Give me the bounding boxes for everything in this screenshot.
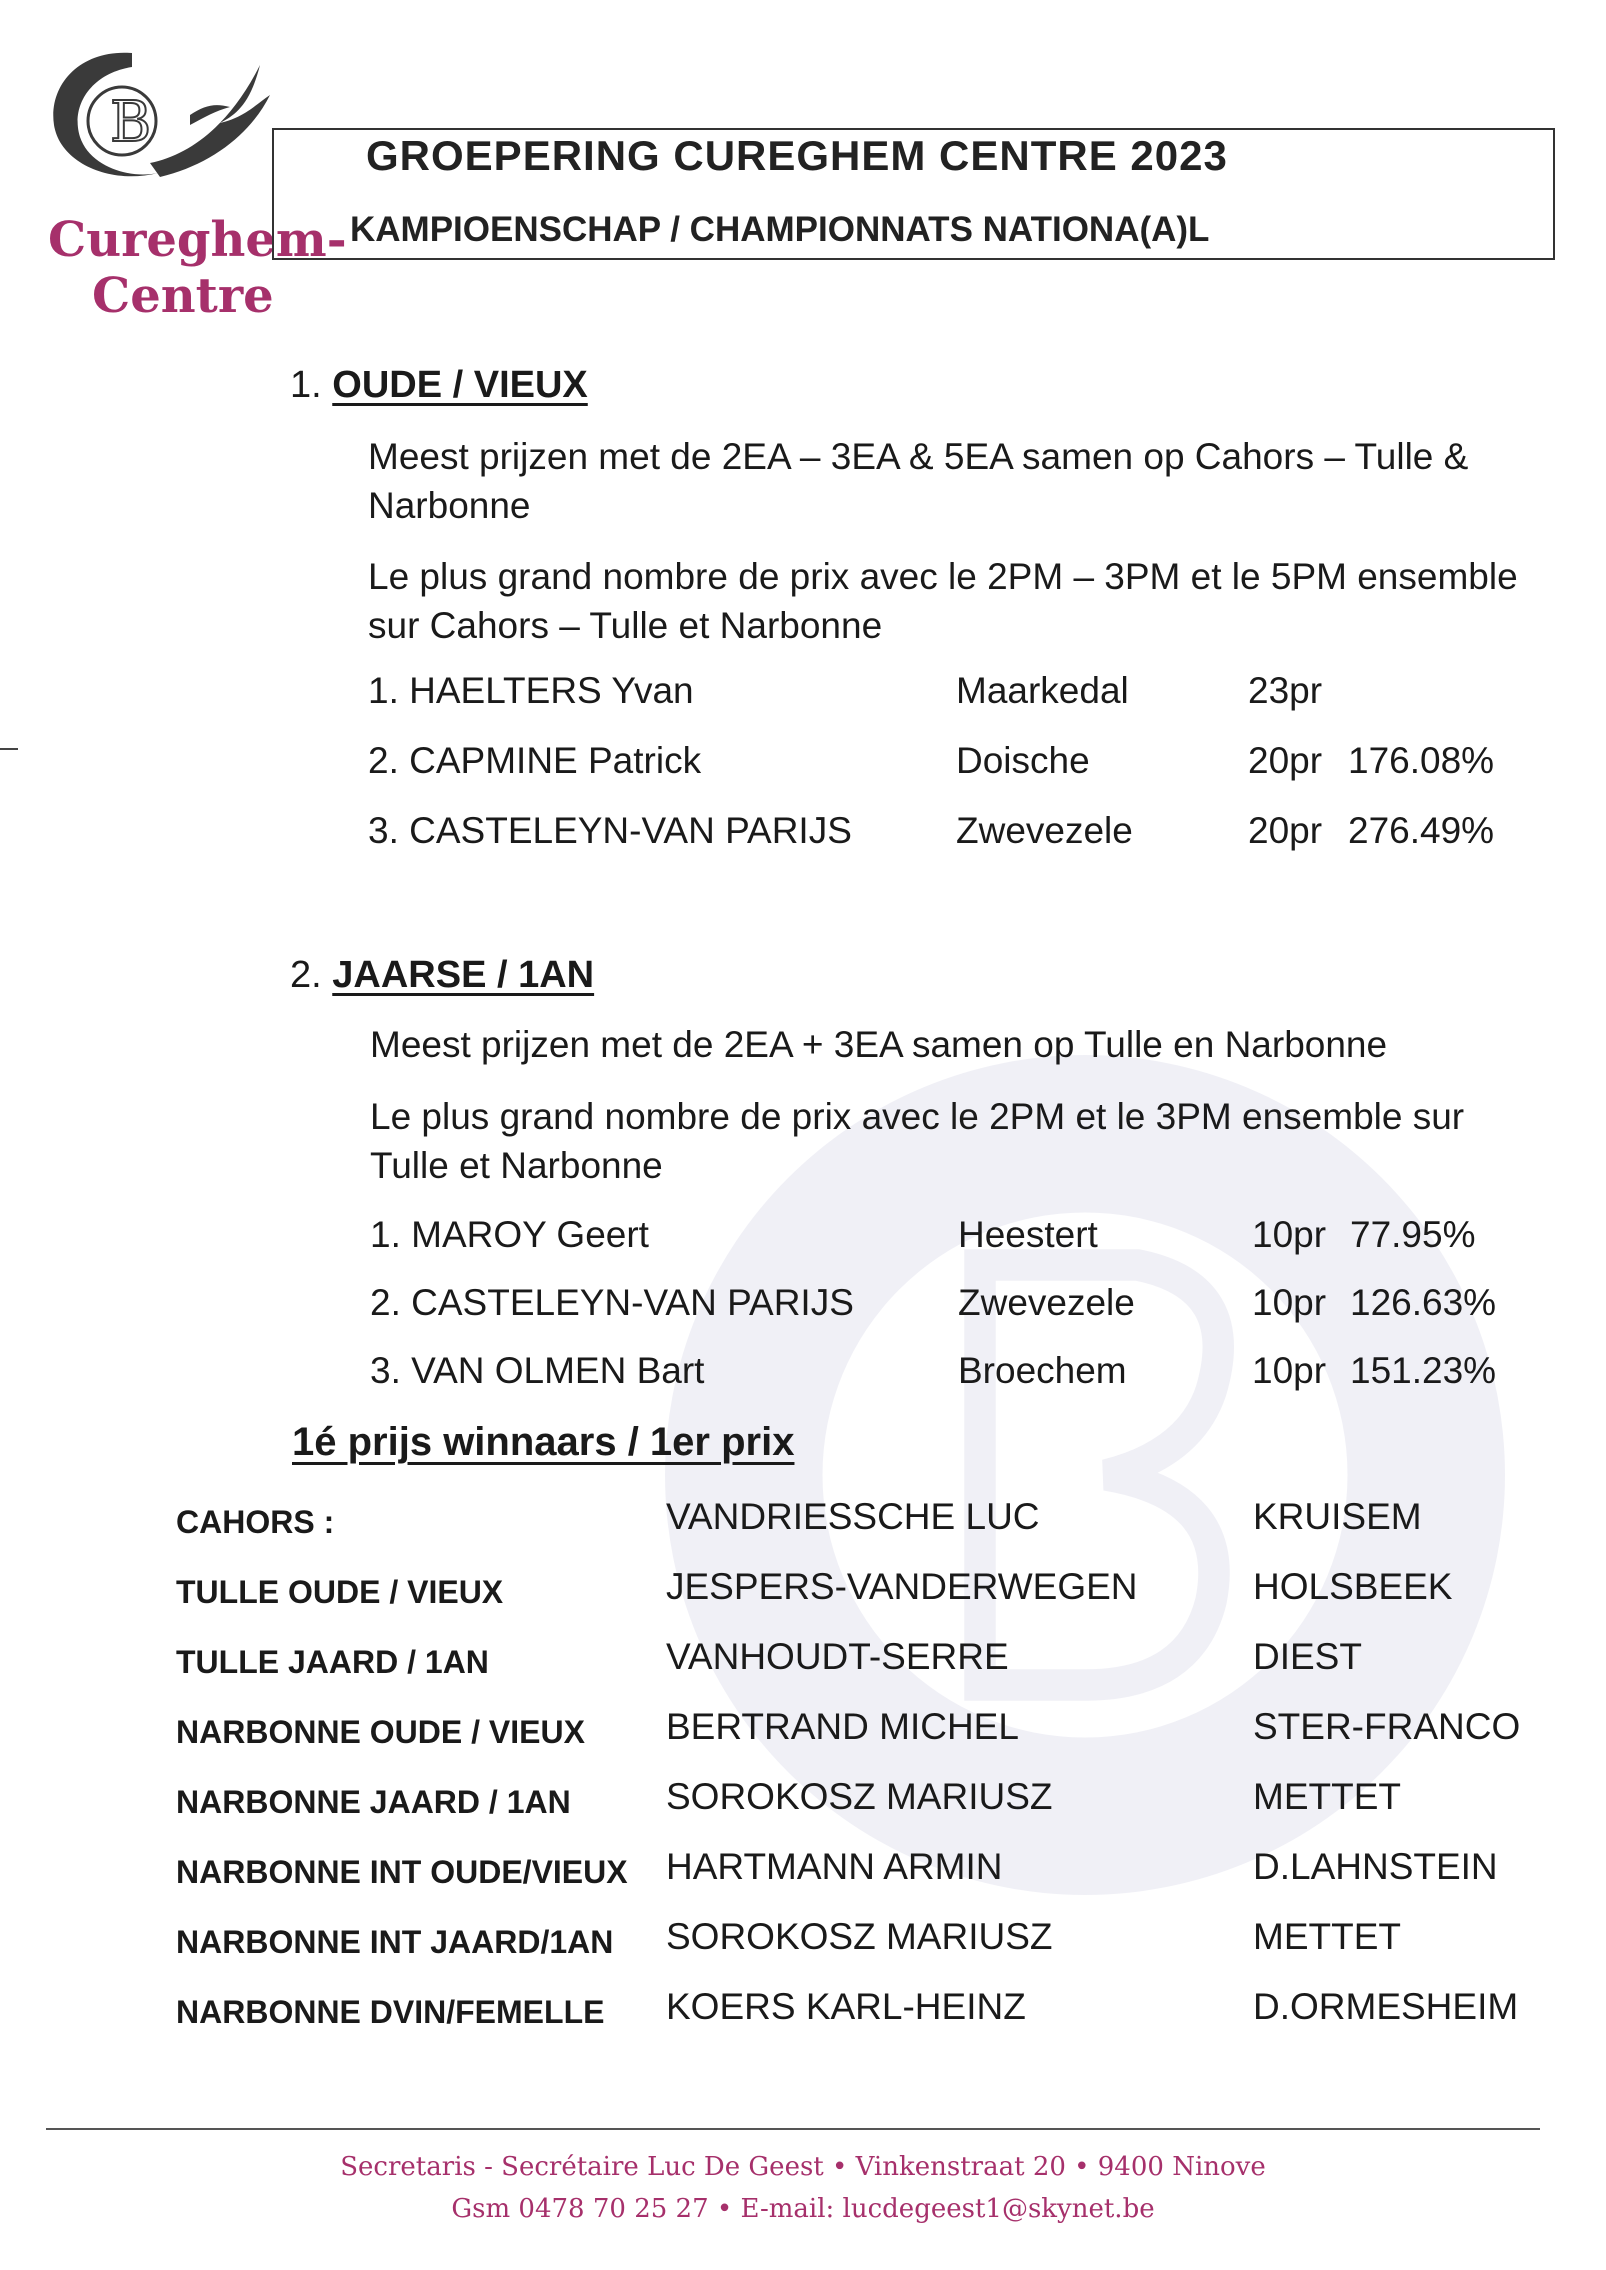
row-percentage: 276.49% bbox=[1348, 810, 1495, 851]
section2-title: JAARSE / 1AN bbox=[332, 954, 595, 996]
footer-address: Secretaris - Secrétaire Luc De Geest • Vinkenstraat 20 • 9400 Ninove bbox=[340, 2152, 1266, 2182]
section1-para-nl: Meest prijzen met de 2EA – 3EA & 5EA samen op Cahors – Tulle & Narbonne bbox=[368, 436, 1469, 526]
winner-category: TULLE OUDE / VIEUX bbox=[176, 1574, 504, 1610]
row-prizes: 10pr bbox=[1252, 1350, 1327, 1391]
margin-mark bbox=[0, 748, 18, 750]
svg-text:B: B bbox=[110, 90, 152, 155]
winner-category: NARBONNE OUDE / VIEUX bbox=[176, 1714, 585, 1750]
row-percentage: 151.23% bbox=[1350, 1350, 1497, 1391]
row-place: Zwevezele bbox=[958, 1282, 1135, 1323]
winner-name: VANDRIESSCHE LUC bbox=[666, 1496, 1040, 1537]
winner-place: STER-FRANCO bbox=[1253, 1706, 1521, 1747]
winner-name: VANHOUDT-SERRE bbox=[666, 1636, 1009, 1677]
page-title: GROEPERING CUREGHEM CENTRE 2023 bbox=[366, 132, 1228, 179]
row-prizes: 10pr bbox=[1252, 1282, 1327, 1323]
winner-name: HARTMANN ARMIN bbox=[666, 1846, 1003, 1887]
row-name: 1. MAROY Geert bbox=[370, 1214, 649, 1255]
winner-category: TULLE JAARD / 1AN bbox=[176, 1644, 489, 1680]
logo-text-centre: Centre bbox=[92, 268, 274, 324]
row-prizes: 20pr bbox=[1248, 810, 1323, 851]
section2-para-nl: Meest prijzen met de 2EA + 3EA samen op Tulle en Narbonne bbox=[370, 1024, 1388, 1065]
logo-text-cureghem: Cureghem- bbox=[48, 212, 347, 268]
winner-category: NARBONNE JAARD / 1AN bbox=[176, 1784, 571, 1820]
winners-heading: 1é prijs winnaars / 1er prix bbox=[292, 1420, 795, 1464]
winner-place: D.LAHNSTEIN bbox=[1253, 1846, 1498, 1887]
section1-heading bbox=[290, 364, 588, 407]
row-place: Zwevezele bbox=[956, 810, 1133, 851]
section1-title: OUDE / VIEUX bbox=[332, 364, 588, 406]
row-place: Maarkedal bbox=[956, 670, 1129, 711]
winner-category: NARBONNE DVIN/FEMELLE bbox=[176, 1994, 605, 2030]
section2-number: 2. bbox=[290, 954, 322, 996]
row-percentage: 77.95% bbox=[1350, 1214, 1476, 1255]
winner-place: DIEST bbox=[1253, 1636, 1362, 1677]
row-name: 1. HAELTERS Yvan bbox=[368, 670, 694, 711]
row-prizes: 10pr bbox=[1252, 1214, 1327, 1255]
winner-place: HOLSBEEK bbox=[1253, 1566, 1453, 1607]
footer-divider bbox=[46, 2128, 1540, 2130]
winner-category: NARBONNE INT OUDE/VIEUX bbox=[176, 1854, 628, 1890]
winner-category: NARBONNE INT JAARD/1AN bbox=[176, 1924, 614, 1960]
winner-name: SOROKOSZ MARIUSZ bbox=[666, 1916, 1053, 1957]
row-prizes: 23pr bbox=[1248, 670, 1323, 711]
winner-name: JESPERS-VANDERWEGEN bbox=[666, 1566, 1138, 1607]
row-place: Heestert bbox=[958, 1214, 1098, 1255]
winner-name: BERTRAND MICHEL bbox=[666, 1706, 1019, 1747]
winner-category: CAHORS : bbox=[176, 1504, 335, 1540]
page-subtitle: KAMPIOENSCHAP / CHAMPIONNATS NATIONA(A)L bbox=[350, 210, 1210, 249]
footer-contact: Gsm 0478 70 25 27 • E-mail: lucdegeest1@skynet.be bbox=[451, 2194, 1155, 2224]
section2-para-fr: Le plus grand nombre de prix avec le 2PM et le 3PM ensemble sur Tulle et Narbonne bbox=[370, 1096, 1465, 1186]
row-name: 3. VAN OLMEN Bart bbox=[370, 1350, 705, 1391]
winner-place: METTET bbox=[1253, 1776, 1401, 1817]
row-place: Doische bbox=[956, 740, 1090, 781]
section1-number: 1. bbox=[290, 364, 322, 406]
row-place: Broechem bbox=[958, 1350, 1127, 1391]
winner-place: KRUISEM bbox=[1253, 1496, 1422, 1537]
winner-place: METTET bbox=[1253, 1916, 1401, 1957]
row-name: 2. CASTELEYN-VAN PARIJS bbox=[370, 1282, 854, 1323]
row-percentage: 176.08% bbox=[1348, 740, 1495, 781]
winner-name: SOROKOSZ MARIUSZ bbox=[666, 1776, 1053, 1817]
section2-heading bbox=[290, 954, 594, 997]
row-name: 3. CASTELEYN-VAN PARIJS bbox=[368, 810, 852, 851]
row-name: 2. CAPMINE Patrick bbox=[368, 740, 702, 781]
section1-para-fr: Le plus grand nombre de prix avec le 2PM – 3PM et le 5PM ensemble sur Cahors – Tulle et Narbonne bbox=[368, 556, 1518, 646]
winner-name: KOERS KARL-HEINZ bbox=[666, 1986, 1026, 2027]
winner-place: D.ORMESHEIM bbox=[1253, 1986, 1519, 2027]
cureghem-logo-icon bbox=[40, 45, 290, 205]
row-prizes: 20pr bbox=[1248, 740, 1323, 781]
row-percentage: 126.63% bbox=[1350, 1282, 1497, 1323]
